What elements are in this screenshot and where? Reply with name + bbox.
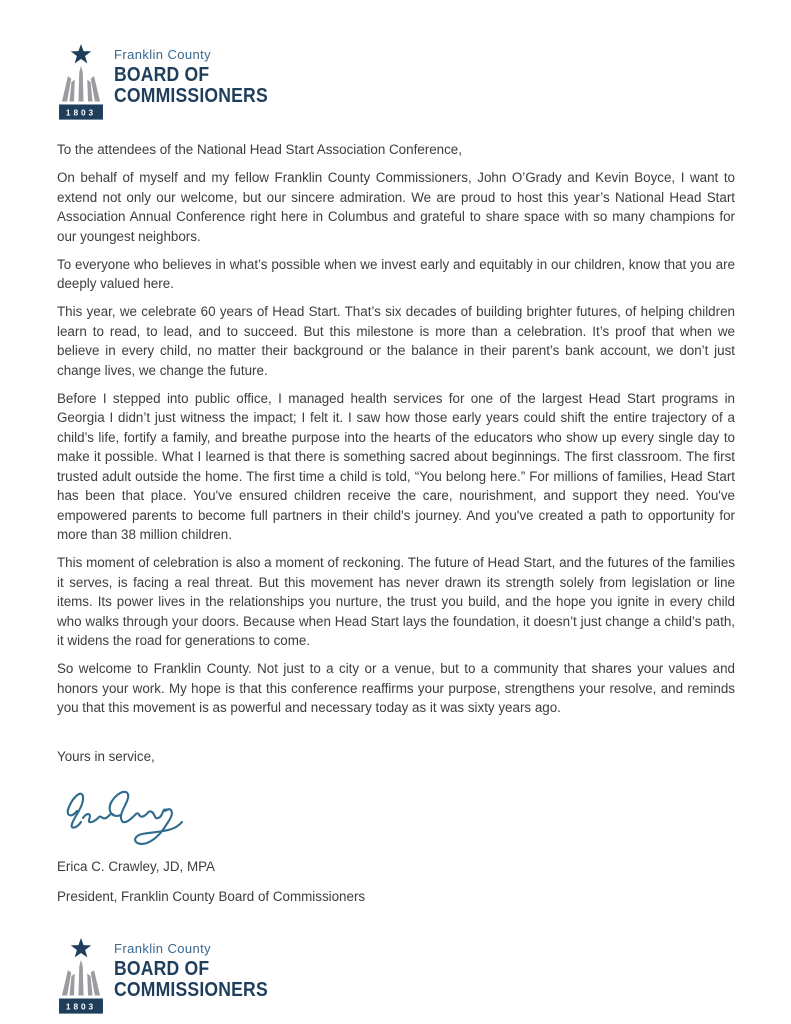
logo-county-name: Franklin County: [114, 47, 212, 62]
letter-paragraph: Before I stepped into public office, I managed health services for one of the largest Head Start programs in Georgia I didn’t just witness the impact; I felt it. I saw how those early years could shift the entire trajectory of a child’s life, fortify a family, and breathe purpose into the hearts of the educators who show up every single day to make it possible. What I learned is that there is something sacred about beginnings. The first classroom. The first trusted adult outside the home. The first time a child is told, “You belong here.” For millions of families, Head Start has been that place. You've ensured children receive the care, nourishment, and support they need. You've empowered parents to become full partners in their child's journey. And you've created a path to opportunity for more than 38 million children.: [57, 390, 735, 542]
letter-paragraph: To everyone who believes in what’s possible when we invest early and equitably in our children, know that you are deeply valued here.: [57, 256, 735, 291]
signer-name: Erica C. Crawley, JD, MPA: [57, 858, 215, 874]
signature-image: [61, 775, 735, 847]
star-icon: [71, 938, 92, 957]
logo-board-line2: COMMISSIONERS: [114, 85, 268, 107]
logo-county-name: Franklin County: [114, 941, 212, 956]
signature-ink-icon: [61, 775, 185, 847]
closing-line: Yours in service,: [57, 748, 155, 764]
logo-board-line1: BOARD OF: [114, 64, 210, 86]
signer-title: President, Franklin County Board of Commissioners: [57, 888, 366, 904]
salutation: To the attendees of the National Head Start Association Conference,: [57, 142, 462, 157]
logo-board-line1: BOARD OF: [114, 958, 210, 980]
logo-board-line2: COMMISSIONERS: [114, 979, 268, 1001]
letter-body: [57, 140, 735, 915]
letter-paragraph: On behalf of myself and my fellow Franklin County Commissioners, John O’Grady and Kevin Boyce, I want to extend not only our welcome, but our sincere admiration. We are proud to host this year’s National Head Start Association Annual Conference right here in Columbus and grateful to share space with so many champions for our youngest neighbors.: [57, 170, 735, 244]
star-icon: [71, 44, 92, 63]
letter-paragraph: So welcome to Franklin County. Not just to a city or a venue, but to a community that shares your values and honors your work. My hope is that this conference reaffirms your purpose, strengthens your resolve, and reminds you that this movement is as powerful and necessary today as it was sixty years ago.: [57, 661, 735, 715]
letterhead-top: [57, 42, 289, 124]
franklin-county-monument-icon: [57, 936, 105, 1018]
logo-year: 1803: [65, 107, 97, 118]
letterhead-bottom: [57, 936, 289, 1018]
letter-paragraph: This moment of celebration is also a moment of reckoning. The future of Head Start, and the futures of the families it serves, is facing a real threat. But this movement has never drawn its strength solely from legislation or line items. Its power lives in the relationships you nurture, the trust you build, and the hope you ignite in every child who walks through your doors. Because when Head Start lays the foundation, it doesn’t just change a child’s path, it widens the road for generations to come.: [57, 555, 735, 648]
letter-paragraph: This year, we celebrate 60 years of Head Start. That’s six decades of building brighter futures, of helping children learn to read, to lead, and to succeed. But this milestone is more than a celebration. It’s proof that when we believe in every child, no matter their background or the balance in their parent’s bank account, we don’t just change lives, we change the future.: [57, 304, 735, 378]
logo-year: 1803: [65, 1001, 97, 1012]
franklin-county-monument-icon: [57, 42, 105, 124]
